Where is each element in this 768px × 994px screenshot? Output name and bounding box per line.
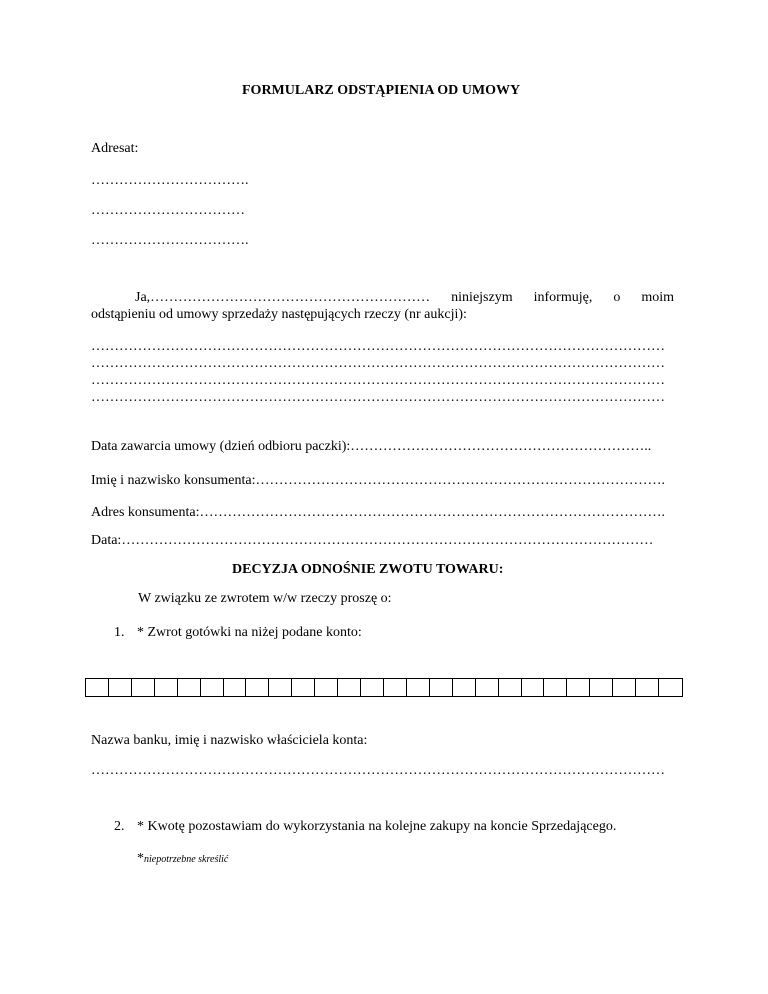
account-digit-cell[interactable] xyxy=(338,679,361,696)
statement-word: moim xyxy=(641,290,674,305)
decision-intro: W związku ze zwrotem w/w rzeczy proszę o: xyxy=(138,591,392,606)
bank-owner-label: Nazwa banku, imię i nazwisko właściciela konta: xyxy=(91,733,368,748)
account-digit-cell[interactable] xyxy=(201,679,224,696)
account-digit-cell[interactable] xyxy=(178,679,201,696)
option-1-number: 1. xyxy=(114,625,125,640)
account-digit-cell[interactable] xyxy=(224,679,247,696)
items-line-2[interactable]: …………………………………………………………………………………………………………… xyxy=(91,356,665,371)
account-digit-cell[interactable] xyxy=(430,679,453,696)
account-digit-cell[interactable] xyxy=(315,679,338,696)
account-digit-cell[interactable] xyxy=(246,679,269,696)
items-line-3[interactable]: …………………………………………………………………………………………………………… xyxy=(91,373,665,388)
statement-word: o xyxy=(613,290,621,305)
adresat-line-1[interactable]: ……………………………. xyxy=(91,173,249,188)
account-digit-cell[interactable] xyxy=(544,679,567,696)
consumer-address-field[interactable]: Adres konsumenta:………………………………………………………………………………………. xyxy=(91,505,665,520)
statement-word: niniejszym xyxy=(451,290,513,305)
footnote-text: niepotrzebne skreślić xyxy=(144,854,229,865)
account-digit-cell[interactable] xyxy=(407,679,430,696)
decision-heading: DECYZJA ODNOŚNIE ZWOTU TOWARU: xyxy=(232,562,504,577)
statement-word: informuję, xyxy=(533,290,593,305)
account-digit-cell[interactable] xyxy=(384,679,407,696)
statement-name-field[interactable]: Ja,…………………………………………………… xyxy=(135,290,431,305)
form-title: FORMULARZ ODSTĄPIENIA OD UMOWY xyxy=(242,83,521,98)
account-digit-cell[interactable] xyxy=(132,679,155,696)
account-digit-cell[interactable] xyxy=(659,679,682,696)
option-2-number: 2. xyxy=(114,819,125,834)
footnote xyxy=(137,850,228,868)
option-2-text[interactable]: * Kwotę pozostawiam do wykorzystania na kolejne zakupy na koncie Sprzedającego. xyxy=(137,819,617,834)
adresat-label: Adresat: xyxy=(91,141,139,156)
account-digit-cell[interactable] xyxy=(567,679,590,696)
date-field[interactable]: Data:…………………………………………………………………………………………………… xyxy=(91,533,654,548)
adresat-line-2[interactable]: …………………………… xyxy=(91,203,245,218)
consumer-name-field[interactable]: Imię i nazwisko konsumenta:……………………………………………………………………………. xyxy=(91,473,665,488)
account-digit-cell[interactable] xyxy=(453,679,476,696)
adresat-line-3[interactable]: ……………………………. xyxy=(91,233,249,248)
footnote-star: * xyxy=(137,851,144,866)
statement-line-2: odstąpieniu od umowy sprzedaży następujących rzeczy (nr aukcji): xyxy=(91,307,467,322)
account-digit-cell[interactable] xyxy=(499,679,522,696)
account-digit-cell[interactable] xyxy=(109,679,132,696)
account-digit-cell[interactable] xyxy=(522,679,545,696)
account-digit-cell[interactable] xyxy=(155,679,178,696)
account-digit-cell[interactable] xyxy=(590,679,613,696)
account-digit-cell[interactable] xyxy=(269,679,292,696)
bank-account-grid[interactable] xyxy=(85,678,683,697)
account-digit-cell[interactable] xyxy=(476,679,499,696)
account-digit-cell[interactable] xyxy=(292,679,315,696)
account-digit-cell[interactable] xyxy=(361,679,384,696)
account-digit-cell[interactable] xyxy=(613,679,636,696)
contract-date-field[interactable]: Data zawarcia umowy (dzień odbioru paczki):……………………………………………………….. xyxy=(91,439,652,454)
items-line-4[interactable]: …………………………………………………………………………………………………………… xyxy=(91,390,665,405)
items-line-1[interactable]: …………………………………………………………………………………………………………… xyxy=(91,339,665,354)
option-1-text[interactable]: * Zwrot gotówki na niżej podane konto: xyxy=(137,625,362,640)
account-digit-cell[interactable] xyxy=(86,679,109,696)
bank-owner-field[interactable]: …………………………………………………………………………………………………………… xyxy=(91,763,665,778)
statement-line-1 xyxy=(91,289,674,306)
account-digit-cell[interactable] xyxy=(636,679,659,696)
